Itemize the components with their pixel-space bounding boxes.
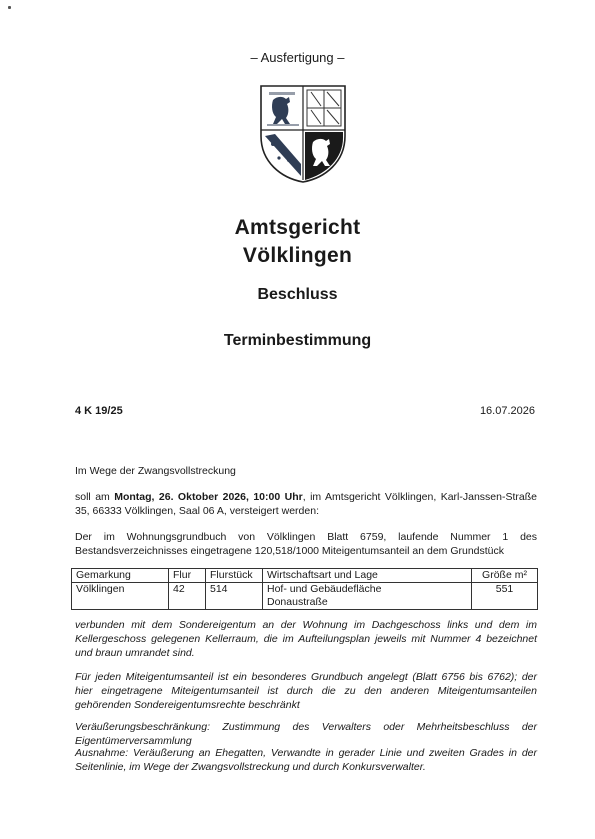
col-gemarkung: Gemarkung <box>72 569 169 583</box>
ausnahme-paragraph: Ausnahme: Veräußerung an Ehegatten, Verwandte in gerader Linie und zweiten Grades in der Seitenlinie, im Wege der Zwangsvollstreckung und durch Konkursverwalter. <box>75 747 537 773</box>
cell-lage <box>263 583 472 610</box>
grundbuch-paragraph: Der im Wohnungsgrundbuch von Völklingen Blatt 6759, laufende Nummer 1 des Bestandsverzeichnisses eingetragene 120,518/1000 Miteigentumsanteil an dem Grundstück <box>75 531 537 557</box>
coat-of-arms-icon <box>259 84 347 184</box>
document-subject: Terminbestimmung <box>223 332 372 349</box>
table-header-row <box>72 569 538 583</box>
cell-lage-line1: Hof- und Gebäudefläche <box>267 583 382 595</box>
col-groesse: Größe m² <box>472 569 538 583</box>
auction-date: Montag, 26. Oktober 2026, 10:00 Uhr <box>114 491 303 503</box>
auction-post: , im Amtsgericht Völklingen, Karl-Janssen-Straße 35, 66333 Völklingen, Saal 06 A, versteigert werden: <box>75 491 537 517</box>
intro-paragraph: Im Wege der Zwangsvollstreckung <box>75 465 236 477</box>
col-flur: Flur <box>169 569 206 583</box>
table-row <box>72 583 538 610</box>
cell-gemarkung: Völklingen <box>72 583 169 610</box>
cell-flurstueck: 514 <box>206 583 263 610</box>
ausfertigung-label: – Ausfertigung – <box>250 50 345 65</box>
scan-speck <box>8 6 11 9</box>
sondereigentum-paragraph: verbunden mit dem Sondereigentum an der Wohnung im Dachgeschoss links und dem im Kellergeschoss gelegenen Kellerraum, die im Aufteilungsplan jeweils mit Nummer 4 bezeichnet und braun umrandet sind. <box>75 619 537 659</box>
auction-pre: soll am <box>75 491 115 503</box>
court-name-line1: Amtsgericht <box>234 216 361 239</box>
cell-flur: 42 <box>169 583 206 610</box>
document-date: 16.07.2026 <box>479 405 535 417</box>
miteigentum-paragraph: Für jeden Miteigentumsanteil ist ein besonderes Grundbuch angelegt (Blatt 6756 bis 6762); der hier eingetragene Miteigentumsanteil ist durch die zu den anderen Miteigentumsanteilen gehörenden Sondereigentumsrechte beschränkt <box>75 671 537 711</box>
col-flurstueck: Flurstück <box>206 569 263 583</box>
cell-groesse: 551 <box>472 583 538 610</box>
property-table <box>71 568 538 610</box>
case-number: 4 K 19/25 <box>75 405 123 417</box>
court-name-line2: Völklingen <box>242 244 353 267</box>
veraeusserung-paragraph: Veräußerungsbeschränkung: Zustimmung des Verwalters oder Mehrheitsbeschluss der Eigentümerversammlung <box>75 721 537 747</box>
cell-lage-line2: Donaustraße <box>267 596 328 608</box>
document-type: Beschluss <box>257 286 338 303</box>
col-lage: Wirtschaftsart und Lage <box>263 569 472 583</box>
auction-paragraph <box>75 490 537 518</box>
